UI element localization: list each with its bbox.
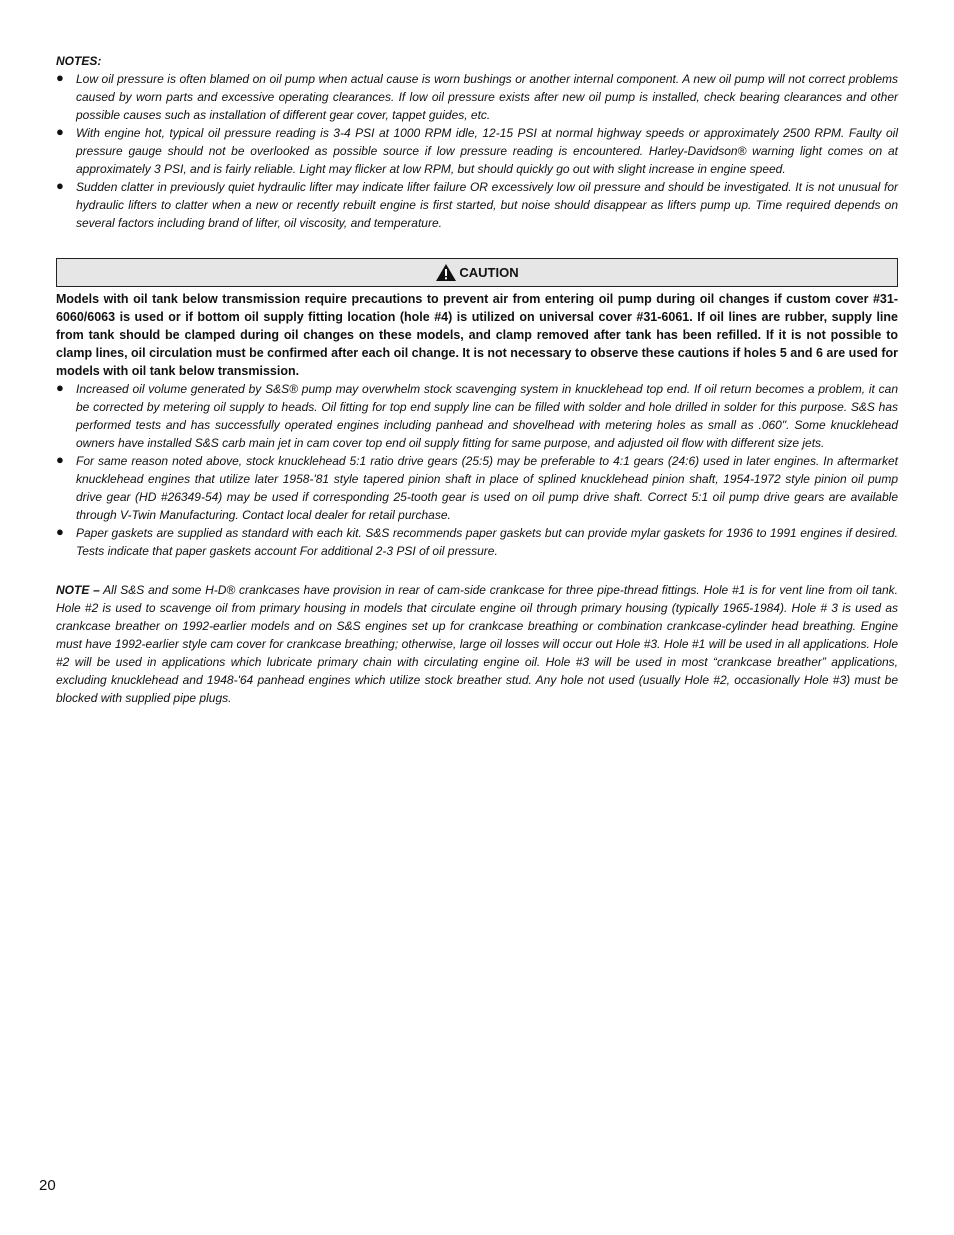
warning-triangle-icon: [435, 263, 457, 282]
bullet-icon: ●: [56, 178, 64, 193]
list-item: [56, 124, 898, 178]
bullet-icon: ●: [56, 124, 64, 139]
list-item-text: Paper gaskets are supplied as standard with each kit. S&S recommends paper gaskets but can provide mylar gaskets for 1936 to 1991 engines if desired. Tests indicate that paper gaskets account For additional 2-3 PSI of oil pressure.: [76, 526, 898, 558]
list-item-text: Increased oil volume generated by S&S® pump may overwhelm stock scavenging system in knucklehead top end. If oil return becomes a problem, it can be corrected by metering oil supply to heads. Oil fitting for top end supply line can be filled with solder and hole drilled in solder for this purpose. S&S has performed tests and has successfully operated engines including panhead and shovelhead with metering holes as small as .060". Some knucklehead owners have installed S&S carb main jet in cam cover top end oil supply fitting for same purpose, and adjusted oil flow with different size jets.: [76, 382, 898, 450]
note-paragraph: [56, 581, 898, 707]
bullet-icon: ●: [56, 70, 64, 85]
list-item-text: Low oil pressure is often blamed on oil pump when actual cause is worn bushings or another internal component. A new oil pump will not correct problems caused by worn parts and excessive operating clearances. If low oil pressure exists after new oil pump is installed, check bearing clearances and other possible causes such as installation of different gear cover, tappet guides, etc.: [76, 72, 898, 122]
list-item: [56, 452, 898, 524]
list-item-text: Sudden clatter in previously quiet hydraulic lifter may indicate lifter failure OR excessively low oil pressure and should be investigated. It is not unusual for hydraulic lifters to clatter when a new or recently rebuilt engine is first started, but noise should disappear as lifters pump up. Time required depends on several factors including brand of lifter, oil viscosity, and temperature.: [76, 180, 898, 230]
note-text: All S&S and some H-D® crankcases have provision in rear of cam-side crankcase for three pipe-thread fittings. Hole #1 is for vent line from oil tank. Hole #2 is used to scavenge oil from primary housing in models that circulate engine oil through primary housing (typically 1965-1984). Hole # 3 is used as crankcase breather on 1992-earlier models and on S&S engines set up for crankcase breathing or combination crankcase-cylinder head breathing. Engine must have 1992-earlier style cam cover for crankcase breathing; otherwise, large oil losses will occur out Hole #3. Hole #1 will be used in all applications. Hole #2 will be used in applications which lubricate primary chain with circulating engine oil. Hole #3 will be used in most “crankcase breather” applications, excluding knucklehead and 1948-'64 panhead engines which utilize stock breather stud. Any hole not used (usually Hole #2, occasionally Hole #3) must be blocked with supplied pipe plugs.: [56, 583, 899, 705]
list-item: [56, 524, 898, 560]
bullet-icon: ●: [56, 452, 64, 467]
list-item-text: With engine hot, typical oil pressure reading is 3-4 PSI at 1000 RPM idle, 12-15 PSI at normal highway speeds or approximately 2500 RPM. Faulty oil pressure gauge should not be overlooked as possible source if low pressure reading is encountered. Harley-Davidson® warning light comes on at approximately 3 PSI, and is fairly reliable. Light may flicker at low RPM, but should quickly go out with slight increase in engine speed.: [76, 126, 898, 176]
notes-heading: NOTES:: [56, 54, 102, 68]
list-item-text: For same reason noted above, stock knucklehead 5:1 ratio drive gears (25:5) may be preferable to 4:1 gears (24:6) used in later engines. In aftermarket knucklehead engines that utilize later 1958-'81 style tapered pinion shaft in place of splined knucklehead pinion shaft, 1954-1972 style pinion oil pump drive gear (HD #26349-54) may be used if corresponding 25-tooth gear is used on oil pump drive shaft. Correct 5:1 oil pump drive gears are available through V-Twin Manufacturing. Contact local dealer for retail purchase.: [76, 454, 898, 522]
caution-title: CAUTION: [459, 265, 519, 280]
document-page: [56, 52, 898, 719]
bullet-icon: ●: [56, 524, 64, 539]
list-item: [56, 70, 898, 124]
details-list: [56, 380, 898, 560]
page-number: 20: [39, 1177, 56, 1194]
notes-list: [56, 70, 898, 232]
caution-text: Models with oil tank below transmission require precautions to prevent air from entering oil pump during oil changes if custom cover #31-6060/6063 is used or if bottom oil supply fitting location (hole #4) is utilized on universal cover #31-6061. If oil lines are rubber, supply line from tank should be clamped during oil changes on these models, and clamp removed after tank has been refilled. If it is not possible to clamp lines, oil circulation must be confirmed after each oil change. It is not necessary to observe these cautions if holes 5 and 6 are used for models with oil tank below transmission.: [56, 292, 898, 378]
list-item: [56, 178, 898, 232]
list-item: [56, 380, 898, 452]
note-label: NOTE –: [56, 583, 100, 597]
caution-banner: [56, 258, 898, 287]
bullet-icon: ●: [56, 380, 64, 395]
